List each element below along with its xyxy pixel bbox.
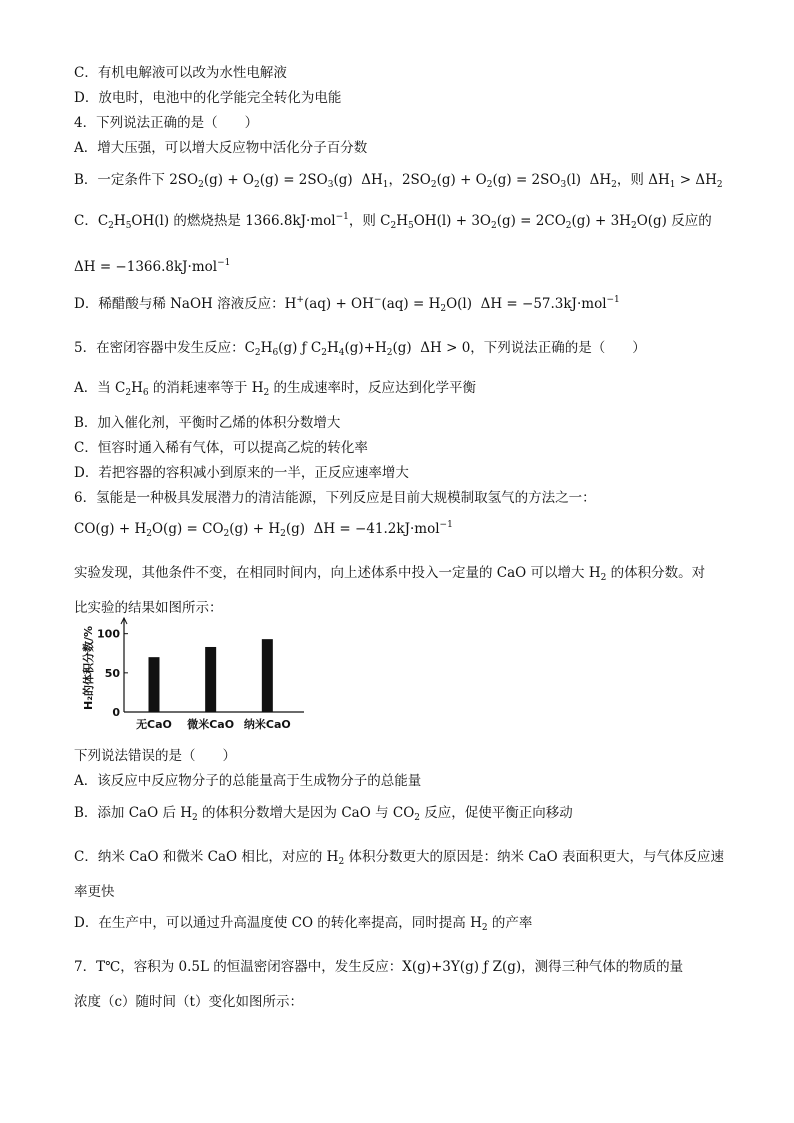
text-line: D．稀醋酸与稀 NaOH 溶液反应：$H^+(aq) + OH^-(aq) = H_2O(l) \Delta H = -57.3kJ\cdot mol^{-1}$	[74, 295, 620, 314]
text-line: 率更快	[74, 884, 115, 900]
x-tick-label: 微米CaO	[187, 718, 235, 731]
text-line: B．添加 CaO 后 $H_2$ 的体积分数增大是因为 CaO 与 $CO_2$ 反应，促使平衡正向移动	[74, 805, 573, 823]
y-tick-label: 100	[97, 627, 120, 641]
text-line: 5．在密闭容器中发生反应：$C_2H_6(g)$ ƒ $C_2H_4(g)+H_2(g) \Delta H > 0$，下列说法正确的是（ ）	[74, 340, 646, 358]
text-line: 7．T℃，容积为 0.5L 的恒温密闭容器中，发生反应：X(g)+3Y(g) ƒ Z(g)，测得三种气体的物质的量	[74, 959, 684, 975]
text-line: C．$C_2H_5OH(l)$ 的燃烧热是 1366.8kJ·mol$^{-1}$，则 $C_2H_5OH(l) + 3O_2(g) = 2CO_2(g) + 3H_2O(g)$ 反应的	[74, 212, 712, 231]
text-line: A．当 $C_2H_6$ 的消耗速率等于 $H_2$ 的生成速率时，反应达到化学平衡	[74, 380, 477, 398]
text-line: C．纳米 CaO 和微米 CaO 相比，对应的 $H_2$ 体积分数更大的原因是：纳米 CaO 表面积更大，与气体反应速	[74, 849, 725, 867]
text-line: 浓度（c）随时间（t）变化如图所示：	[74, 994, 303, 1010]
text-line: 4．下列说法正确的是（ ）	[74, 115, 259, 131]
text-line: C．恒容时通入稀有气体，可以提高乙烷的转化率	[74, 440, 368, 456]
bar	[262, 639, 273, 712]
text-line: 6．氢能是一种极具发展潜力的清洁能源，下列反应是目前大规模制取氢气的方法之一：	[74, 490, 596, 506]
h2-volume-fraction-chart	[74, 612, 314, 738]
text-line: ΔH = −1366.8kJ·mol$^{-1}$	[74, 258, 231, 275]
text-line: 比实验的结果如图所示：	[74, 600, 223, 616]
text-line: D．若把容器的容积减小到原来的一半，正反应速率增大	[74, 465, 409, 481]
y-axis-label: H₂的体积分数/%	[82, 625, 95, 710]
text-line: D．放电时，电池中的化学能完全转化为电能	[74, 90, 342, 106]
text-line: B．加入催化剂，平衡时乙烯的体积分数增大	[74, 415, 341, 431]
text-line: B．一定条件下 $2SO_2(g) + O_2(g) = 2SO_3(g)$ $\Delta H_1$，$2SO_2(g) + O_2(g) = 2SO_3(l)$ $\Delta H_2$，则 $\Delta H_1 > \Delta H_2$	[74, 172, 723, 190]
bar	[149, 657, 160, 712]
x-tick-label: 无CaO	[136, 718, 172, 731]
y-tick-label: 0	[112, 706, 120, 719]
text-line: A．该反应中反应物分子的总能量高于生成物分子的总能量	[74, 773, 422, 789]
y-tick-label: 50	[104, 666, 120, 680]
text-line: 实验发现，其他条件不变，在相同时间内，向上述体系中投入一定量的 CaO 可以增大 $H_2$ 的体积分数。对	[74, 565, 706, 583]
text-line: C．有机电解液可以改为水性电解液	[74, 65, 287, 81]
x-tick-label: 纳米CaO	[243, 718, 291, 731]
text-line: 下列说法错误的是（ ）	[74, 748, 236, 764]
text-line: D．在生产中，可以通过升高温度使 CO 的转化率提高，同时提高 $H_2$ 的产率	[74, 915, 533, 933]
text-line: $CO(g) + H_2O(g) = CO_2(g) + H_2(g) \Delta H = -41.2kJ\cdot mol^{-1}$	[74, 520, 453, 539]
bar	[205, 647, 216, 712]
text-line: A．增大压强，可以增大反应物中活化分子百分数	[74, 140, 368, 156]
